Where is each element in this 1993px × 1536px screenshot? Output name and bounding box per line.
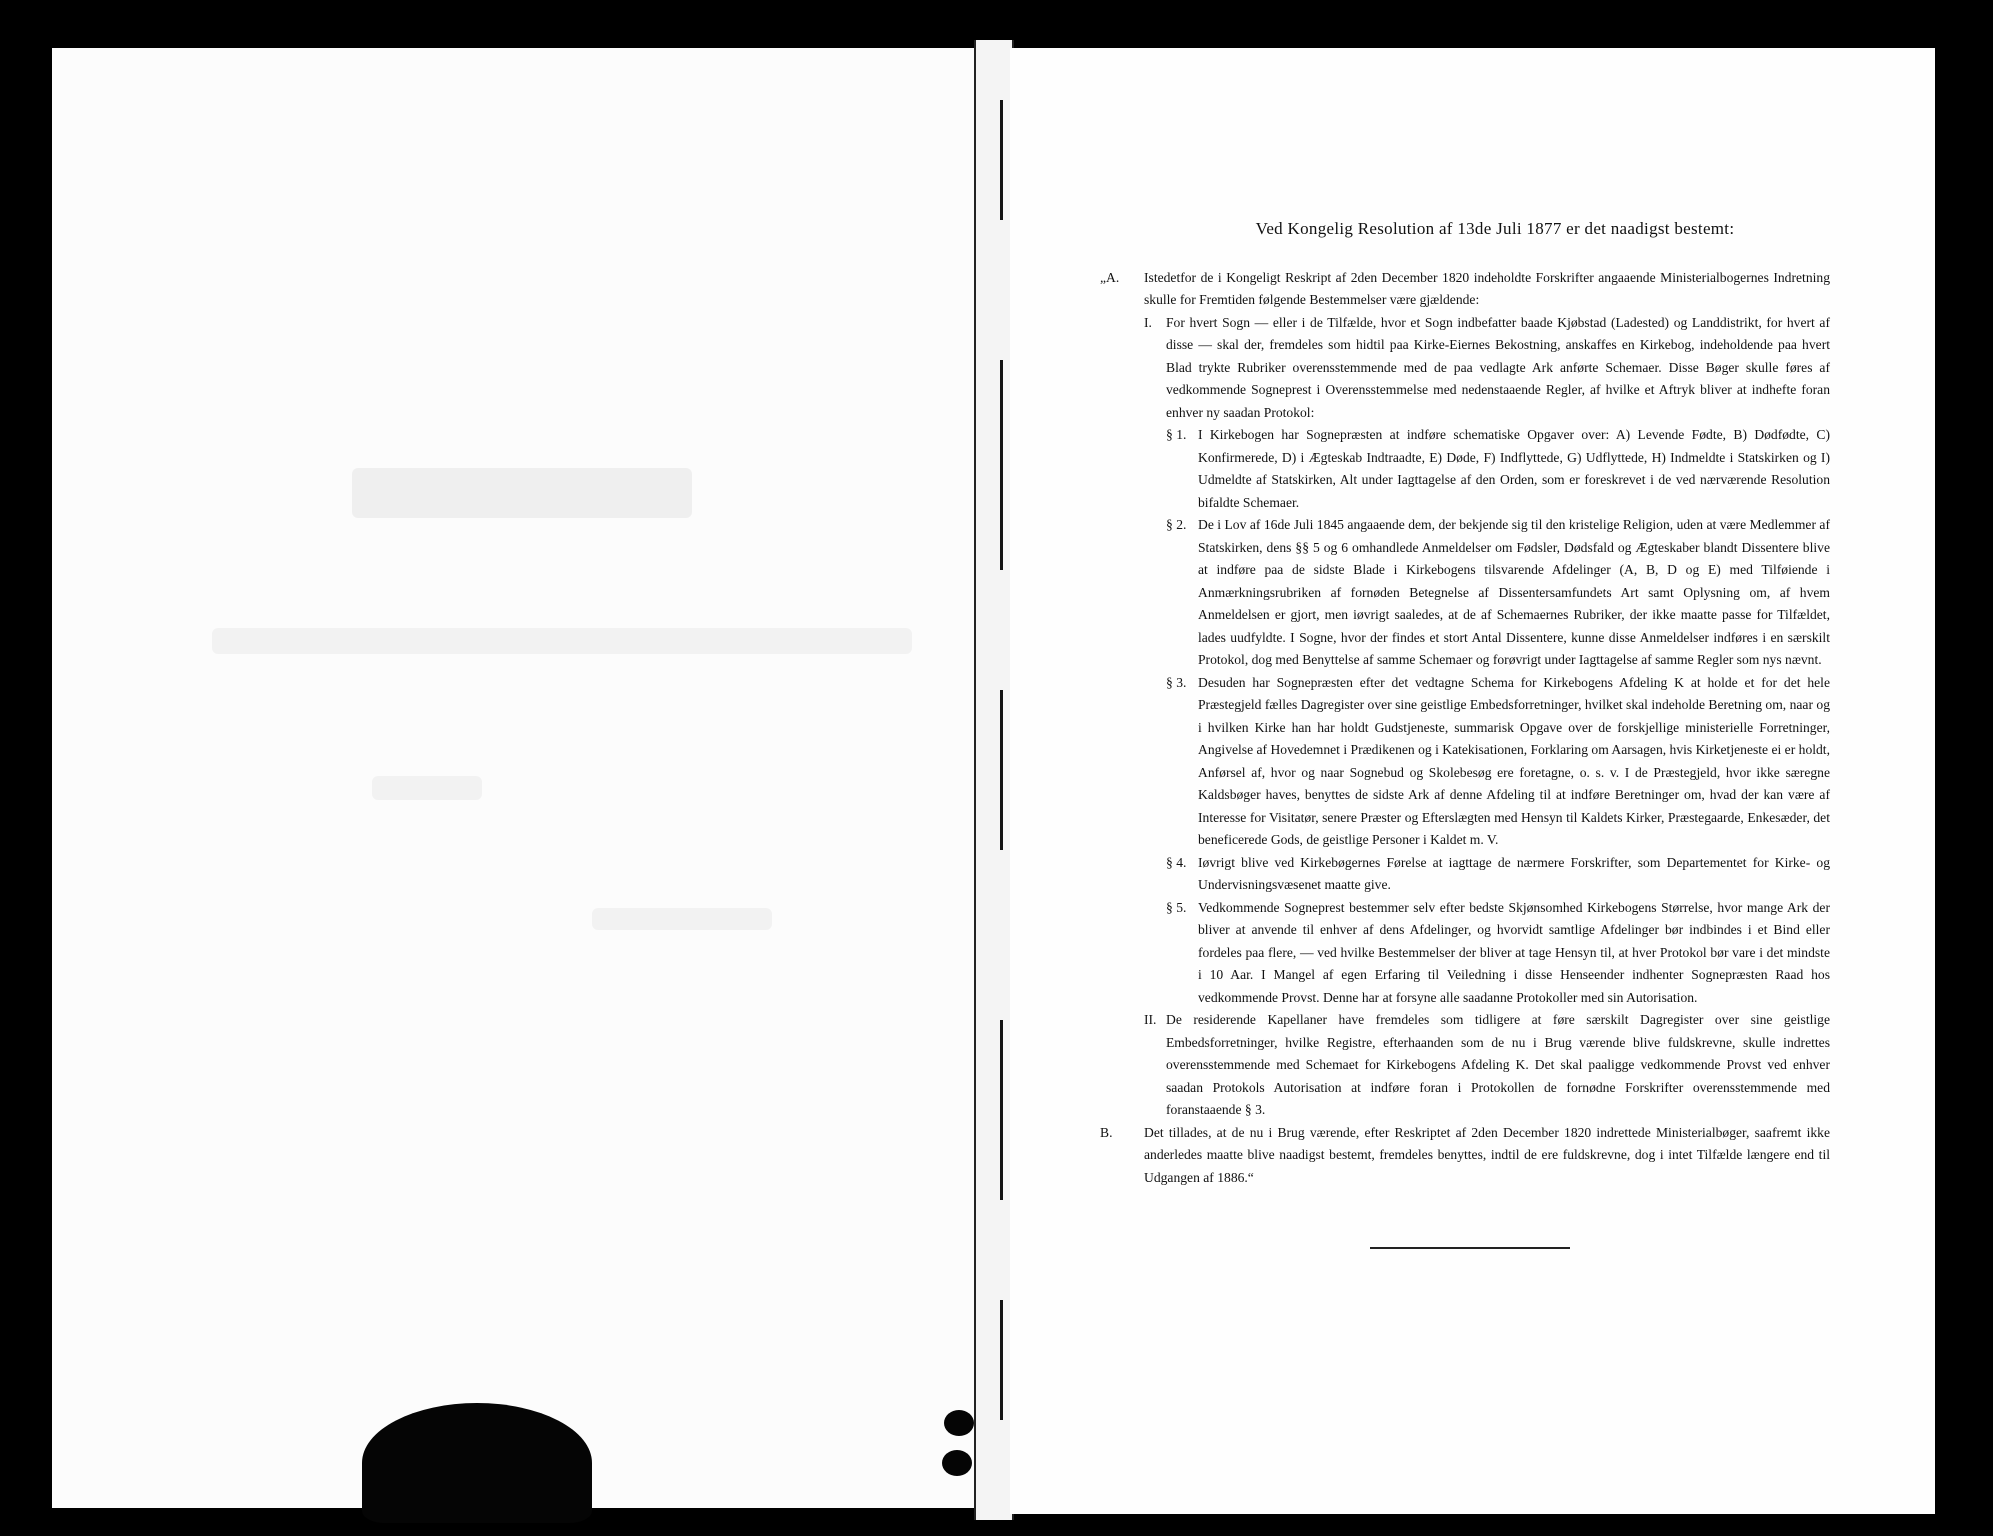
- section-text: Desuden har Sognepræsten efter det vedtagne Schema for Kirkebogens Afdeling K at holde et for det hele Præstegjeld fælles Dagregister over sine geistlige Embedsforretninger, hvilket skal indeholde Beretning om, naar og i hvilken Kirke han har holdt Gudstjeneste, summarisk Opgave over de forskjellige ministerielle Forretninger, Angivelse af Hovedemnet i Prædikenen og i Katekisationen, Forklaring om Aarsagen, hvis Kirketjeneste ei er holdt, Anførsel af, hvor og naar Sognebud og Skolebesøg ere foretagne, o. s. v. I de Præstegjeld, hvor ikke særegne Kaldsbøger haves, benyttes de sidste Ark af denne Afdeling til at indføre Beretninger om, hvad der kan være af Interesse for Visitatør, senere Præster og Efterslægten med Hensyn til Kaldets Kirker, Præstegaarde, Enkesæder, det beneficerede Gods, de geistlige Personer i Kaldet m. V.: [1198, 674, 1830, 847]
- book-gutter: [974, 40, 1014, 1520]
- paragraph-text: Istedetfor de i Kongeligt Reskript af 2den December 1820 indeholdte Forskrifter angaaende Ministerialbogernes Indretning skulle for Fremtiden følgende Bestemmelser være gjældende:: [1144, 269, 1830, 307]
- paragraph-label: B.: [1100, 1124, 1113, 1140]
- paragraph-label: I.: [1144, 314, 1152, 330]
- paragraph-text: For hvert Sogn — eller i de Tilfælde, hvor et Sogn indbefatter baade Kjøbstad (Ladested) og Landdistrikt, for hvert af disse — skal der, fremdeles som hidtil paa Kirke-Eiernes Bekostning, anskaffes en Kirkebog, indeholdende paa hvert Blad trykte Rubriker overensstemmende med de paa vedlagte Ark anførte Schemaer. Disse Bøger skulle føres af vedkommende Sogneprest i Overensstemmelse med nedenstaaende Regler, af hvilke et Aftryk bliver at indhefte foran enhver ny saadan Protokol:: [1166, 314, 1830, 420]
- binding-thread: [1000, 1300, 1003, 1420]
- bleed-through-mark: [592, 908, 772, 930]
- ink-blot: [362, 1403, 592, 1523]
- section-label: § 4.: [1166, 854, 1187, 870]
- section-2: [1166, 514, 1830, 672]
- document-title: Ved Kongelig Resolution af 13de Juli 1877 er det naadigst bestemt:: [1255, 219, 1735, 238]
- section-4: [1166, 852, 1830, 897]
- section-5: [1166, 897, 1830, 1010]
- section-label: § 2.: [1166, 517, 1187, 532]
- closing-rule: [1370, 1247, 1570, 1249]
- ink-blot: [942, 1450, 972, 1476]
- paragraph-ii: [1144, 1009, 1830, 1122]
- bleed-through-mark: [352, 468, 692, 518]
- paragraph-label: „A.: [1100, 269, 1120, 285]
- ink-blot: [944, 1410, 974, 1436]
- binding-thread: [1000, 100, 1003, 220]
- left-page-blank: [52, 48, 974, 1508]
- section-label: § 5.: [1166, 899, 1187, 915]
- section-1: [1166, 424, 1830, 514]
- paragraph-text: De residerende Kapellaner have fremdeles som tidligere at føre særskilt Dagregister over sine geistlige Embedsforretninger, hvilke Registre, efterhaanden som de nu i Brug værende blive fuldskrevne, skulle indrettes overensstemmende med Schemaet for Kirkebogens Afdeling K. Det skal paaligge vedkommende Provst ved enhver saadan Protokols Autorisation at indføre foran i Protokollen de fornødne Forskrifter overensstemmende med foranstaaende § 3.: [1166, 1012, 1830, 1117]
- paragraph-text: Det tillades, at de nu i Brug værende, efter Reskriptet af 2den December 1820 indrettede Ministerialbøger, saafremt ikke anderledes maatte blive naadigst bestemt, fremdeles benyttes, indtil de ere fuldskrevne, dog i intet Tilfælde længere end til Udgangen af 1886.“: [1144, 1124, 1830, 1185]
- section-text: I Kirkebogen har Sognepræsten at indføre schematiske Opgaver over: A) Levende Fødte, B) Dødfødte, C) Konfirmerede, D) i Ægteskab Indtraadte, E) Døde, F) Indflyttede, G) Udflyttede, H) Indmeldte i Statskirken og I) Udmeldte af Statskirken, Alt under Iagttagelse af den Orden, som er foreskrevet i de ved nærværende Resolution bifaldte Schemaer.: [1198, 427, 1830, 510]
- section-label: § 3.: [1166, 674, 1187, 690]
- bleed-through-mark: [372, 776, 482, 800]
- section-label: § 1.: [1166, 427, 1187, 442]
- section-text: Iøvrigt blive ved Kirkebøgernes Førelse at iagttage de nærmere Forskrifter, som Departementet for Kirke- og Undervisningsvæsenet maatte give.: [1198, 854, 1830, 892]
- resolution-document: [1100, 218, 1830, 1249]
- binding-thread: [1000, 690, 1003, 850]
- bleed-through-mark: [212, 628, 912, 654]
- section-text: Vedkommende Sogneprest bestemmer selv efter bedste Skjønsomhed Kirkebogens Størrelse, hvor mange Ark der bliver at anvende til enhver af dens Afdelinger, og hvorvidt samtlige Afdelinger bør indbindes i et Bind eller fordeles paa flere, — ved hvilke Bestemmelser der bliver at tage Hensyn til, at hver Protokol bør vare i det mindste i 10 Aar. I Mangel af egen Erfaring til Veiledning i disse Henseender indhenter Sognepræsten Raad hos vedkommende Provst. Denne har at forsyne alle saadanne Protokoller med sin Autorisation.: [1198, 899, 1830, 1005]
- paragraph-a: [1100, 267, 1830, 312]
- binding-thread: [1000, 360, 1003, 570]
- paragraph-i: [1144, 312, 1830, 425]
- binding-thread: [1000, 1020, 1003, 1200]
- section-text: De i Lov af 16de Juli 1845 angaaende dem, der bekjende sig til den kristelige Religion, uden at være Medlemmer af Statskirken, dens §§ 5 og 6 omhandlede Anmeldelser om Fødsler, Dødsfald og Ægteskaber blandt Dissentere blive at indføre paa de sidste Blade i Kirkebogens tilsvarende Afdelinger (A, B, D og E) med Tilføiende i Anmærkningsrubriken af fornøden Betegnelse af Dissentersamfundets Art samt Oplysning om, af hvem Anmeldelsen er gjort, men iøvrigt saaledes, at de af Schemaernes Rubriker, der ikke maatte passe for Tilfældet, lades uudfyldte. I Sogne, hvor der findes et stort Antal Dissentere, kunne disse Anmeldelser indføres i en særskilt Protokol, dog med Benyttelse af samme Schemaer og forøvrigt under Iagttagelse af samme Regler som nys nævnt.: [1198, 517, 1830, 667]
- paragraph-label: II.: [1144, 1012, 1157, 1027]
- section-3: [1166, 672, 1830, 852]
- paragraph-b: [1100, 1122, 1830, 1190]
